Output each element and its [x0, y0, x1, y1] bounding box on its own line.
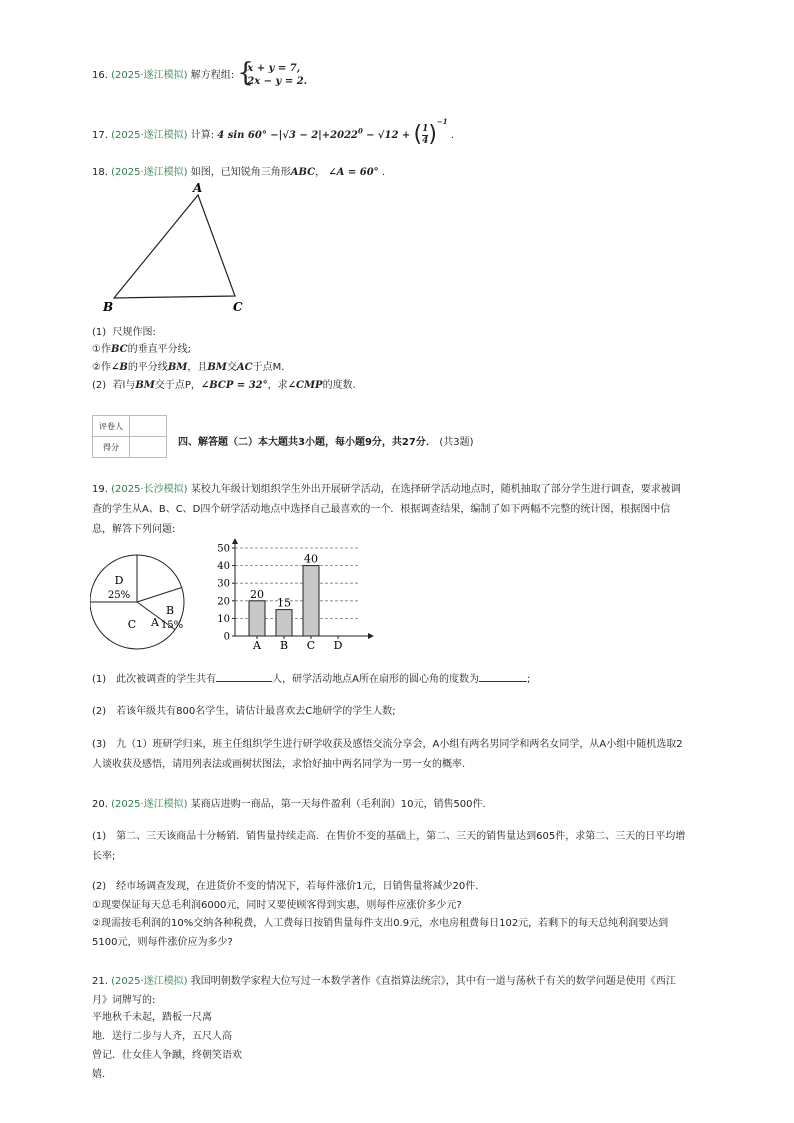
triangle-abc — [114, 195, 235, 298]
bar-chart — [210, 536, 380, 652]
y-tick-label: 50 — [217, 543, 230, 555]
q18-step1 — [92, 343, 191, 357]
question-21 — [92, 972, 686, 1010]
x-tick-label-b: B — [279, 639, 289, 652]
part-text: 交于点P， — [154, 380, 201, 391]
question-number: 21. — [92, 976, 108, 987]
angle-b: ∠B — [110, 362, 128, 373]
segment-ac: AC — [236, 362, 253, 373]
part-text: (1) 此次被调查的学生共有 — [92, 674, 217, 685]
section-note: (共3题) — [439, 437, 474, 448]
equation-2: 2x − y = 2. — [247, 76, 308, 87]
answer-blank[interactable] — [216, 671, 272, 682]
question-number: 18. — [92, 167, 108, 178]
part-text: 人，研学活动地点A所在扇形的圆心角的度数为 — [272, 674, 480, 685]
punctuation: . — [381, 167, 386, 178]
question-text: 解方程组: — [190, 70, 235, 81]
grader-label: 评卷人 — [93, 416, 130, 437]
segment-bm: BM — [135, 380, 155, 391]
question-source: (2025·遂江模拟) — [111, 799, 188, 810]
segment-bm: BM — [207, 362, 227, 373]
q20-part2a: ①现要保证每天总毛利润6000元，同时又要使顾客得到实惠，则每件应涨价多少元? — [92, 900, 462, 911]
triangle-figure — [96, 180, 256, 315]
step-text: 的垂直平分线; — [127, 344, 191, 355]
question-source: (2025·遂江模拟) — [111, 130, 188, 141]
q18-part2 — [92, 379, 356, 393]
step-text: 交 — [226, 362, 237, 373]
pie-chart — [90, 546, 190, 654]
question-text: 某校九年级计划组织学生外出开展研学活动，在选择研学活动地点时，随机抽取了部分学生进行调查，要求被调查的学生从A、B、C、D四个研学活动地点中选择自己最喜欢的一个．根据调查结果，编制了如下两幅不完整的统计图，根据图中信息，解答下列问题: — [92, 484, 681, 535]
bar-chart-body — [217, 538, 374, 652]
pie-label-c: C — [127, 618, 137, 631]
question-number: 19. — [92, 484, 108, 495]
part-text: ，求 — [267, 380, 288, 391]
pie-label-b: B — [165, 604, 175, 617]
question-source: (2025·遂江模拟) — [111, 70, 188, 81]
question-number: 16. — [92, 70, 108, 81]
expression-end: . — [450, 130, 455, 141]
q19-part2: (2) 若该年级共有800名学生，请估计最喜欢去C地研学的学生人数; — [92, 706, 396, 717]
left-paren: ( — [413, 122, 423, 147]
question-text: 如图，已知锐角三角形 — [190, 167, 291, 178]
score-cell — [130, 437, 167, 458]
poem-line-4: 嬉. — [92, 1069, 106, 1080]
pie-label-a: A — [151, 616, 159, 629]
x-tick-label-d: D — [333, 639, 343, 652]
fraction-denominator: 4 — [422, 135, 429, 146]
bar-c — [303, 566, 319, 636]
question-source: (2025·遂江模拟) — [111, 976, 188, 987]
score-table — [92, 415, 167, 458]
part-text: 的度数. — [322, 380, 356, 391]
pie-slices — [90, 555, 184, 649]
y-tick-label: 40 — [217, 561, 230, 573]
part-label: (2) — [92, 380, 107, 391]
question-19 — [92, 480, 686, 540]
vertex-label-b: B — [103, 300, 114, 314]
fraction-numerator: 1 — [422, 123, 429, 134]
equation-system — [237, 58, 308, 88]
expression-part-b: − √12 + — [366, 130, 411, 141]
angle-bcp: ∠BCP = 32° — [200, 380, 268, 391]
q18-step2 — [92, 361, 284, 375]
grader-cell — [130, 416, 167, 437]
question-20 — [92, 798, 486, 812]
section-heading — [178, 436, 474, 450]
question-number: 20. — [92, 799, 108, 810]
poem-line-1: 平地秋千未起，踏板一尺离 — [92, 1012, 212, 1023]
pie-percent-b: 15% — [160, 620, 184, 631]
step-text: ②作 — [92, 362, 111, 373]
part-label: (1) — [92, 327, 107, 338]
step-text: 于点M. — [252, 362, 285, 373]
punctuation: ， — [315, 167, 326, 178]
exponent-neg-one: −1 — [436, 117, 448, 126]
vertex-label-c: C — [233, 300, 243, 314]
step-text: 的平分线 — [127, 362, 168, 373]
right-paren: ) — [428, 122, 437, 147]
question-text: 计算: — [190, 130, 215, 141]
punctuation: ; — [527, 674, 531, 685]
question-16 — [92, 58, 308, 88]
question-text: 我国明朝数学家程大位写过一本数学著作《直指算法统宗》，其中有一道与荡秋千有关的数学问题是使用《西江月》词牌写的: — [92, 976, 676, 1006]
q20-part1: (1) 第二、三天该商品十分畅销．销售量持续走高．在售价不变的基础上，第二、三天的销售量达到605件，求第二、三天的日平均增长率; — [92, 831, 686, 862]
exponent-zero: 0 — [358, 126, 363, 136]
x-tick-label-c: C — [306, 639, 316, 652]
question-number: 17. — [92, 130, 108, 141]
question-source: (2025·长沙模拟) — [111, 484, 188, 495]
q19-part3: (3) 九（1）班研学归来，班主任组织学生进行研学收获及感悟交流分享会，A小组有两名男同学和两名女同学，从A小组中随机选取2人谈收获及感悟，请用列表法或画树状图法，求恰好抽中两名同学为一男一女的概率. — [92, 739, 683, 770]
question-text: 某商店进购一商品，第一天每件盈利（毛利润）10元，销售500件. — [190, 799, 486, 810]
q20-part2b: ②现需按毛利润的10%交纳各种税费，人工费每日按销售量每件支出0.9元，水电房租费每日102元，若剩下的每天总纯利润要达到5100元，则每件涨价应为多少? — [92, 918, 669, 948]
bar-b — [276, 610, 292, 636]
y-tick-label: 30 — [217, 578, 230, 590]
part-text: 若l与 — [112, 380, 136, 391]
y-tick-label: 20 — [217, 596, 230, 608]
q19-part1 — [92, 671, 530, 687]
bar-a — [249, 601, 265, 636]
data-label-b: 15 — [277, 596, 291, 610]
pie-label-d: D — [114, 574, 124, 587]
pie-divider-1 — [137, 587, 182, 602]
segment-bm: BM — [167, 362, 188, 373]
question-18 — [92, 166, 385, 180]
y-axis-arrow — [232, 538, 238, 544]
q20-part2: (2) 经市场调查发现，在进货价不变的情况下，若每件涨价1元，日销售量将减少20件. — [92, 881, 479, 892]
vertex-label-a: A — [193, 181, 203, 195]
x-tick-label-a: A — [253, 639, 261, 652]
data-label-a: 20 — [250, 587, 264, 601]
data-label-c: 40 — [304, 552, 318, 566]
section-title: 四、解答题（二）本大题共3小题，每小题9分，共27分． — [178, 437, 436, 448]
pie-percent-d: 25% — [107, 590, 131, 601]
segment-bc: BC — [110, 344, 128, 355]
question-source: (2025·遂江模拟) — [111, 167, 188, 178]
angle-a: ∠A = 60° — [328, 167, 379, 178]
brace-symbol: { — [237, 58, 254, 88]
equation-1: x + y = 7, — [247, 63, 301, 74]
y-tick-label: 0 — [223, 631, 230, 643]
expression-part-a: 4 sin 60° −|√3 − 2|+2022 — [217, 130, 358, 141]
part-text: 尺规作图: — [112, 327, 156, 338]
angle-cmp: ∠CMP — [287, 380, 323, 391]
step-text: ①作 — [92, 344, 111, 355]
answer-blank[interactable] — [479, 671, 527, 682]
score-label: 得分 — [93, 437, 130, 458]
triangle-name: ABC — [290, 167, 316, 178]
y-tick-label: 10 — [217, 613, 230, 625]
step-text: ，且 — [187, 362, 208, 373]
question-17 — [92, 115, 454, 147]
x-axis-arrow — [368, 633, 374, 639]
poem-line-3: 曾记．仕女佳人争蹴，终朝笑语欢 — [92, 1050, 242, 1061]
q18-part1 — [92, 326, 156, 340]
poem-line-2: 地．送行二步与人齐，五尺人高 — [92, 1031, 232, 1042]
